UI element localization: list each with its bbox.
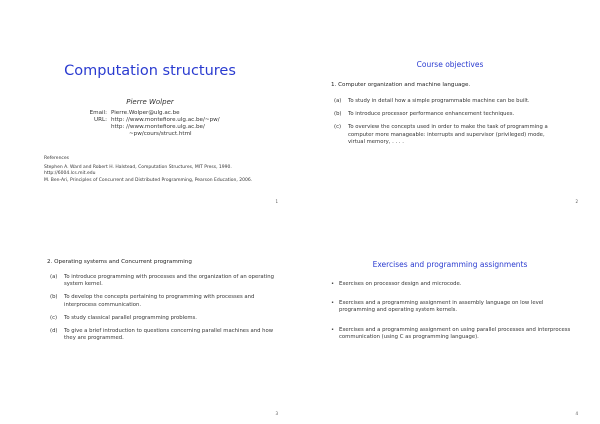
- list-item: [331, 300, 571, 314]
- page-number: 4: [575, 411, 578, 416]
- reference-item: M. Ben-Ari, Principles of Concurrent and Distributed Programming, Pearson Education, 2006.: [44, 177, 253, 183]
- item-text: To introduce programming with processes and the organization of an operating system kernel.: [64, 274, 274, 288]
- section-heading: 2. Operating systems and Concurrent programming: [47, 259, 192, 265]
- list-item: [331, 327, 571, 341]
- list-item: [331, 281, 571, 288]
- assignments-list: [331, 281, 571, 353]
- item-text: To develop the concepts pertaining to programming with processes and interprocess communication.: [64, 294, 255, 308]
- slide-1: [0, 0, 300, 212]
- item-text: To overview the concepts used in order to make the task of programming a computer more manageable: interrupts and supervisor (privileged) mode, virtual memory, . . . .: [348, 124, 548, 145]
- list-item: [50, 315, 278, 322]
- item-text: To introduce processor performance enhancement techniques.: [348, 111, 515, 118]
- list-item: [334, 98, 554, 105]
- item-marker: (b): [50, 294, 58, 301]
- item-marker: (a): [50, 274, 58, 280]
- item-marker: (c): [50, 314, 58, 321]
- slide-title: Exercises and programming assignments: [372, 260, 528, 269]
- item-text: Exercises and a programming assignment in assembly language on low level programming and operating system kernels.: [339, 300, 544, 314]
- url-line: http: //www.montefiore.ulg.ac.be/~pw/: [111, 117, 220, 123]
- slide-4: [300, 212, 600, 424]
- item-text: To give a brief introduction to questions concerning parallel machines and how they are programmed.: [64, 328, 274, 342]
- email-value: Pierre.Wolper@ulg.ac.be: [111, 110, 180, 116]
- slide-title: Computation structures: [64, 63, 236, 79]
- item-marker: (c): [334, 124, 342, 131]
- slide-2: [300, 0, 600, 212]
- reference-item: http://6004.lcs.mit.edu: [44, 171, 96, 176]
- list-item: [50, 328, 278, 342]
- item-text: Exercises on processor design and microcode.: [339, 281, 462, 287]
- item-text: To study in detail how a simple programmable machine can be built.: [348, 98, 530, 104]
- objectives-list: [334, 98, 554, 152]
- page-number: 3: [275, 411, 278, 416]
- email-label: Email:: [89, 110, 107, 116]
- item-marker: (a): [334, 98, 342, 104]
- url-line: ~pw/cours/struct.html: [129, 131, 192, 137]
- bullet: •: [331, 300, 335, 307]
- bullet: •: [331, 281, 335, 287]
- author-name: Pierre Wolper: [126, 98, 174, 106]
- url-label: URL:: [94, 117, 107, 123]
- references-heading: References: [44, 156, 70, 161]
- section-heading: 1. Computer organization and machine language.: [331, 82, 471, 88]
- bullet: •: [331, 326, 335, 333]
- slide-3: [0, 212, 300, 424]
- list-item: [50, 294, 278, 308]
- item-marker: (d): [50, 328, 58, 335]
- page-number: 2: [575, 199, 578, 204]
- item-text: Exercises and a programming assignment on using parallel processes and interprocess communication (using C as programming language).: [339, 326, 571, 340]
- references: [44, 156, 284, 184]
- reference-item: Stephen A. Ward and Robert H. Halstead, Computation Structures, MIT Press, 1990.: [44, 164, 232, 170]
- url-line: http: //www.montefiore.ulg.ac.be/: [111, 124, 205, 130]
- list-item: [50, 274, 278, 288]
- item-text: To study classical parallel programming problems.: [64, 314, 197, 321]
- contact-info: [85, 110, 220, 138]
- objectives-list: [50, 274, 278, 348]
- page-number: 1: [275, 199, 278, 204]
- list-item: [334, 111, 554, 118]
- list-item: [334, 124, 554, 146]
- slide-title: Course objectives: [416, 60, 484, 69]
- item-marker: (b): [334, 111, 342, 118]
